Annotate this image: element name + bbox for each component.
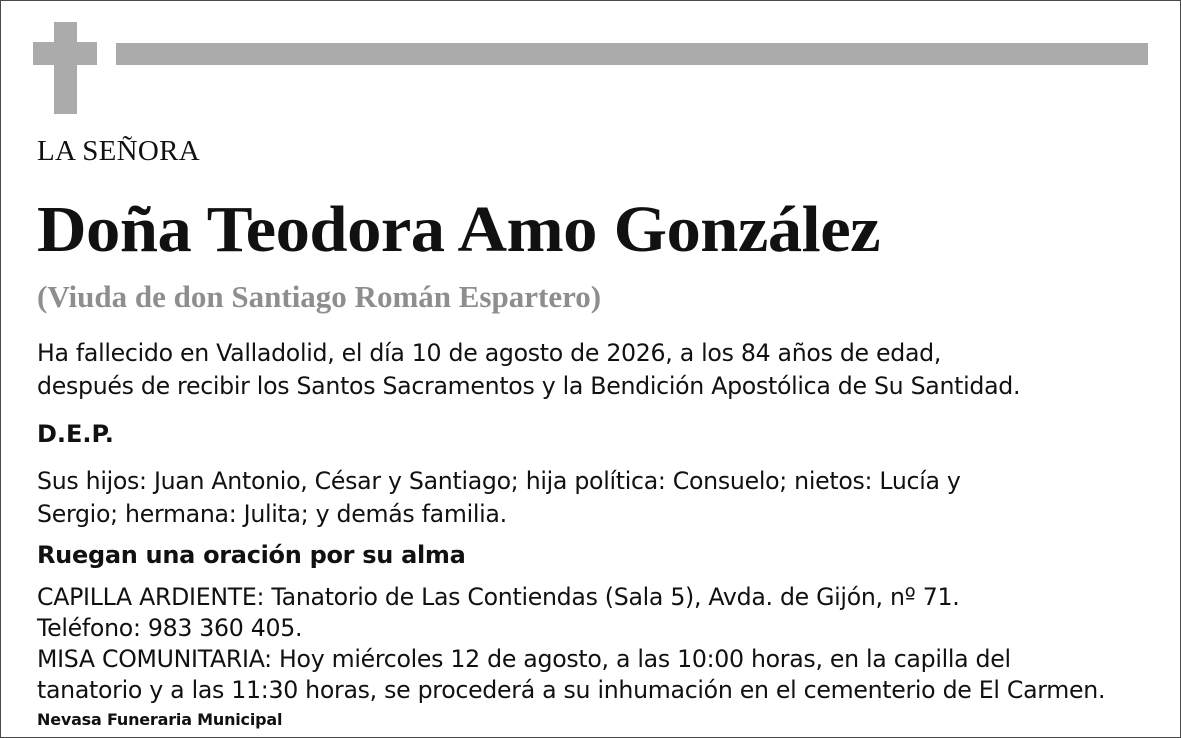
deceased-name: Doña Teodora Amo González <box>37 193 881 266</box>
funeral-home-name: Nevasa Funeraria Municipal <box>37 710 283 729</box>
family-line: Sergio; hermana: Julita; y demás familia. <box>37 500 507 528</box>
dep-label: D.E.P. <box>37 420 114 448</box>
details-line: MISA COMUNITARIA: Hoy miércoles 12 de agosto, a las 10:00 horas, en la capilla del <box>37 645 1011 673</box>
service-details <box>37 582 1105 706</box>
prayer-request: Ruegan una oración por su alma <box>37 541 466 569</box>
announcement-paragraph <box>37 337 1020 403</box>
header-rule <box>116 43 1148 65</box>
widow-note: (Viuda de don Santiago Román Espartero) <box>37 279 602 314</box>
announcement-line: después de recibir los Santos Sacramentos y la Bendición Apostólica de Su Santidad. <box>37 372 1021 400</box>
details-line: CAPILLA ARDIENTE: Tanatorio de Las Contiendas (Sala 5), Avda. de Gijón, nº 71. <box>37 583 960 611</box>
cross-icon <box>33 22 97 114</box>
announcement-line: Ha fallecido en Valladolid, el día 10 de agosto de 2026, a los 84 años de edad, <box>37 339 942 367</box>
details-line: tanatorio y a las 11:30 horas, se procederá a su inhumación en el cementerio de El Carmen. <box>37 676 1106 704</box>
family-paragraph <box>37 465 961 531</box>
details-line: Teléfono: 983 360 405. <box>37 614 303 642</box>
family-line: Sus hijos: Juan Antonio, César y Santiago; hija política: Consuelo; nietos: Lucía y <box>37 467 961 495</box>
honorific: LA SEÑORA <box>37 135 201 167</box>
